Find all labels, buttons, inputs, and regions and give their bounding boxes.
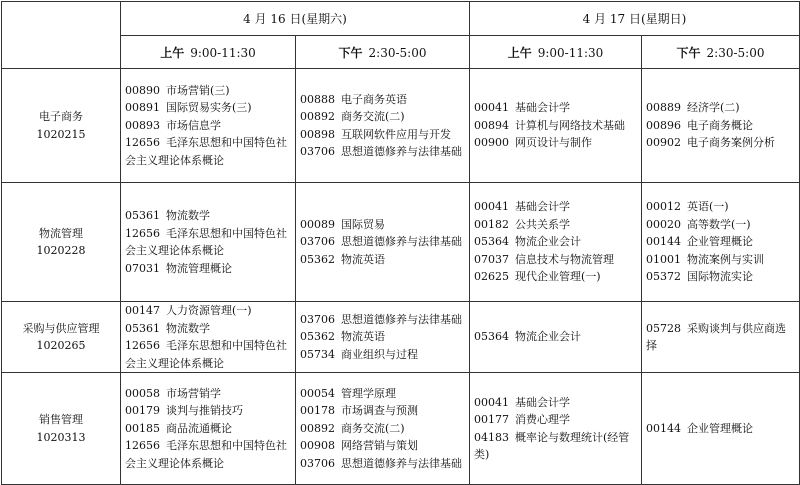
- corner-cell: [2, 2, 121, 69]
- course-code: 12656: [125, 439, 160, 453]
- major-cell: [2, 373, 121, 485]
- major-name: 物流管理: [39, 226, 83, 240]
- course-code: 00896: [646, 118, 681, 132]
- course-entry: [300, 91, 465, 109]
- course-code: 12656: [125, 226, 160, 240]
- course-entry: [474, 251, 637, 269]
- course-name: 毛泽东思想和中国特色社会主义理论体系概论: [125, 339, 287, 370]
- course-entry: [300, 311, 465, 329]
- course-code: 00089: [300, 217, 335, 231]
- course-entry: [646, 134, 795, 152]
- course-entry: [125, 420, 291, 438]
- course-entry: [474, 99, 637, 117]
- course-entry: [474, 198, 637, 216]
- course-name: 毛泽东思想和中国特色社会主义理论体系概论: [125, 136, 287, 167]
- course-name: 物流英语: [341, 330, 385, 344]
- exam-cell: [121, 373, 296, 485]
- major-name: 销售管理: [39, 413, 83, 426]
- course-name: 物流数学: [166, 321, 210, 335]
- course-code: 00144: [646, 235, 681, 249]
- course-code: 03706: [300, 312, 335, 326]
- course-code: 01001: [646, 252, 681, 266]
- course-entry: [125, 337, 291, 372]
- course-code: 00041: [474, 200, 509, 214]
- course-code: 00041: [474, 395, 509, 409]
- course-entry: [125, 260, 291, 278]
- course-code: 03706: [300, 235, 335, 249]
- course-entry: [125, 302, 291, 320]
- course-name: 网络营销与策划: [341, 439, 418, 453]
- course-code: 00889: [646, 101, 681, 115]
- course-code: 03706: [300, 456, 335, 470]
- course-entry: [646, 216, 795, 234]
- day-header-1: 4 月 17 日(星期日): [470, 2, 800, 36]
- course-name: 现代企业管理(一): [515, 270, 601, 284]
- exam-cell: [296, 183, 470, 302]
- course-name: 基础会计学: [515, 101, 570, 115]
- slot-header-0: 上午 9:00-11:30: [121, 36, 296, 69]
- major-row: [2, 302, 800, 373]
- course-entry: [474, 117, 637, 135]
- course-entry: [300, 108, 465, 126]
- course-name: 人力资源管理(一): [166, 304, 252, 317]
- course-code: 00012: [646, 200, 681, 214]
- exam-cell: [642, 183, 800, 302]
- course-entry: [646, 233, 795, 251]
- exam-cell: [296, 302, 470, 373]
- course-code: 00020: [646, 217, 681, 231]
- slot-header-2: 上午 9:00-11:30: [470, 36, 642, 69]
- course-entry: [300, 420, 465, 438]
- course-entry: [646, 99, 795, 117]
- course-entry: [125, 134, 291, 169]
- course-entry: [646, 198, 795, 216]
- course-entry: [474, 233, 637, 251]
- exam-cell: [642, 302, 800, 373]
- course-name: 概率论与数理统计(经管类): [474, 430, 630, 461]
- course-name: 商务交流(二): [341, 110, 405, 123]
- course-code: 04183: [474, 430, 509, 444]
- course-entry: [300, 216, 465, 234]
- course-name: 物流英语: [341, 252, 385, 266]
- course-name: 英语(一): [687, 200, 729, 214]
- course-entry: [125, 225, 291, 260]
- course-name: 电子商务英语: [341, 92, 407, 106]
- course-entry: [300, 402, 465, 420]
- course-entry: [646, 420, 795, 438]
- course-code: 00908: [300, 439, 335, 453]
- exam-cell: [121, 183, 296, 302]
- course-name: 互联网软件应用与开发: [341, 127, 451, 141]
- course-code: 00179: [125, 404, 160, 418]
- course-code: 00894: [474, 118, 509, 132]
- course-entry: [125, 99, 291, 117]
- course-code: 05362: [300, 330, 335, 344]
- course-name: 市场营销(三): [166, 83, 230, 97]
- course-entry: [300, 455, 465, 473]
- major-row: [2, 183, 800, 302]
- exam-cell: [470, 373, 642, 485]
- major-row: [2, 69, 800, 183]
- course-name: 毛泽东思想和中国特色社会主义理论体系概论: [125, 226, 287, 257]
- course-code: 00144: [646, 421, 681, 435]
- course-entry: [474, 429, 637, 464]
- course-name: 毛泽东思想和中国特色社会主义理论体系概论: [125, 439, 287, 470]
- course-name: 物流企业会计: [515, 235, 581, 249]
- course-name: 电子商务概论: [687, 118, 753, 132]
- course-code: 00900: [474, 136, 509, 150]
- course-name: 消费心理学: [515, 413, 570, 426]
- course-entry: [474, 394, 637, 412]
- course-code: 00892: [300, 421, 335, 435]
- course-code: 00041: [474, 101, 509, 115]
- course-entry: [474, 216, 637, 234]
- course-code: 00898: [300, 127, 335, 141]
- course-code: 07037: [474, 252, 509, 266]
- major-code: 1020228: [36, 244, 86, 257]
- course-code: 05364: [474, 235, 509, 249]
- course-name: 信息技术与物流管理: [515, 252, 614, 266]
- course-code: 05728: [646, 321, 681, 335]
- course-name: 国际贸易: [341, 217, 385, 231]
- course-entry: [474, 328, 637, 346]
- course-name: 市场调查与预测: [341, 404, 418, 418]
- major-code: 1020265: [36, 339, 86, 352]
- course-code: 05362: [300, 252, 335, 266]
- course-name: 思想道德修养与法律基础: [341, 456, 462, 470]
- course-name: 公共关系学: [515, 217, 570, 231]
- major-cell: [2, 302, 121, 373]
- course-code: 03706: [300, 145, 335, 158]
- course-entry: [300, 126, 465, 144]
- course-name: 商品流通概论: [166, 421, 232, 435]
- course-code: 00182: [474, 217, 509, 231]
- exam-cell: [470, 302, 642, 373]
- course-entry: [300, 143, 465, 161]
- slot-header-row: [2, 36, 800, 69]
- exam-cell: [470, 183, 642, 302]
- course-code: 05734: [300, 347, 335, 361]
- major-name: 采购与供应管理: [22, 321, 100, 335]
- exam-cell: [642, 69, 800, 183]
- course-code: 00054: [300, 386, 335, 400]
- exam-cell: [121, 69, 296, 183]
- course-code: 05361: [125, 321, 160, 335]
- course-entry: [125, 402, 291, 420]
- course-name: 思想道德修养与法律基础: [341, 235, 462, 249]
- course-name: 物流数学: [166, 209, 210, 222]
- major-code: 1020313: [36, 430, 86, 444]
- course-entry: [125, 385, 291, 403]
- day-header-row: [2, 2, 800, 36]
- course-code: 12656: [125, 136, 160, 150]
- course-name: 商业组织与过程: [341, 347, 418, 361]
- course-entry: [300, 385, 465, 403]
- slot-header-1: 下午 2:30-5:00: [296, 36, 470, 69]
- course-code: 00058: [125, 386, 160, 400]
- course-entry: [300, 328, 465, 346]
- course-name: 谈判与推销技巧: [166, 404, 243, 418]
- exam-cell: [121, 302, 296, 373]
- course-name: 物流管理概论: [166, 261, 232, 275]
- major-cell: [2, 69, 121, 183]
- course-entry: [646, 268, 795, 286]
- course-code: 00147: [125, 304, 160, 317]
- course-code: 12656: [125, 339, 160, 352]
- day-header-0: 4 月 16 日(星期六): [121, 2, 470, 36]
- course-name: 思想道德修养与法律基础: [341, 312, 462, 326]
- course-entry: [646, 320, 795, 355]
- course-entry: [474, 411, 637, 429]
- course-name: 思想道德修养与法律基础: [341, 145, 462, 158]
- course-entry: [125, 117, 291, 135]
- course-name: 商务交流(二): [341, 421, 405, 435]
- course-entry: [125, 320, 291, 338]
- course-name: 基础会计学: [515, 200, 570, 214]
- course-code: 05361: [125, 209, 160, 222]
- slot-header-3: 下午 2:30-5:00: [642, 36, 800, 69]
- course-entry: [646, 251, 795, 269]
- course-name: 网页设计与制作: [515, 136, 592, 150]
- course-name: 采购谈判与供应商选择: [646, 321, 786, 352]
- course-entry: [300, 437, 465, 455]
- course-name: 企业管理概论: [687, 421, 753, 435]
- course-name: 市场营销学: [166, 386, 221, 400]
- exam-schedule-table: [1, 1, 800, 485]
- course-entry: [125, 437, 291, 472]
- course-code: 00892: [300, 110, 335, 123]
- course-code: 00185: [125, 421, 160, 435]
- course-code: 00891: [125, 101, 160, 115]
- major-row: [2, 373, 800, 485]
- course-name: 计算机与网络技术基础: [515, 118, 625, 132]
- course-name: 高等数学(一): [687, 217, 751, 231]
- course-entry: [300, 251, 465, 269]
- major-cell: [2, 183, 121, 302]
- course-name: 国际物流实论: [687, 270, 753, 284]
- course-name: 基础会计学: [515, 395, 570, 409]
- exam-cell: [642, 373, 800, 485]
- course-code: 05372: [646, 270, 681, 284]
- exam-cell: [296, 373, 470, 485]
- course-name: 物流企业会计: [515, 330, 581, 344]
- course-code: 07031: [125, 261, 160, 275]
- course-code: 02625: [474, 270, 509, 284]
- course-entry: [125, 82, 291, 100]
- course-name: 市场信息学: [166, 118, 221, 132]
- exam-cell: [296, 69, 470, 183]
- major-name: 电子商务: [39, 110, 83, 123]
- course-entry: [474, 134, 637, 152]
- course-name: 管理学原理: [341, 386, 396, 400]
- course-entry: [646, 117, 795, 135]
- course-name: 企业管理概论: [687, 235, 753, 249]
- course-entry: [300, 233, 465, 251]
- course-code: 00893: [125, 118, 160, 132]
- course-code: 00890: [125, 83, 160, 97]
- course-entry: [474, 268, 637, 286]
- course-code: 05364: [474, 330, 509, 344]
- course-name: 物流案例与实训: [687, 252, 764, 266]
- course-code: 00902: [646, 136, 681, 150]
- course-code: 00178: [300, 404, 335, 418]
- course-name: 经济学(二): [687, 101, 740, 115]
- course-code: 00888: [300, 92, 335, 106]
- course-code: 00177: [474, 413, 509, 426]
- course-name: 国际贸易实务(三): [166, 101, 252, 115]
- course-entry: [125, 207, 291, 225]
- major-code: 1020215: [36, 127, 86, 141]
- exam-cell: [470, 69, 642, 183]
- course-entry: [300, 346, 465, 364]
- course-name: 电子商务案例分析: [687, 136, 775, 150]
